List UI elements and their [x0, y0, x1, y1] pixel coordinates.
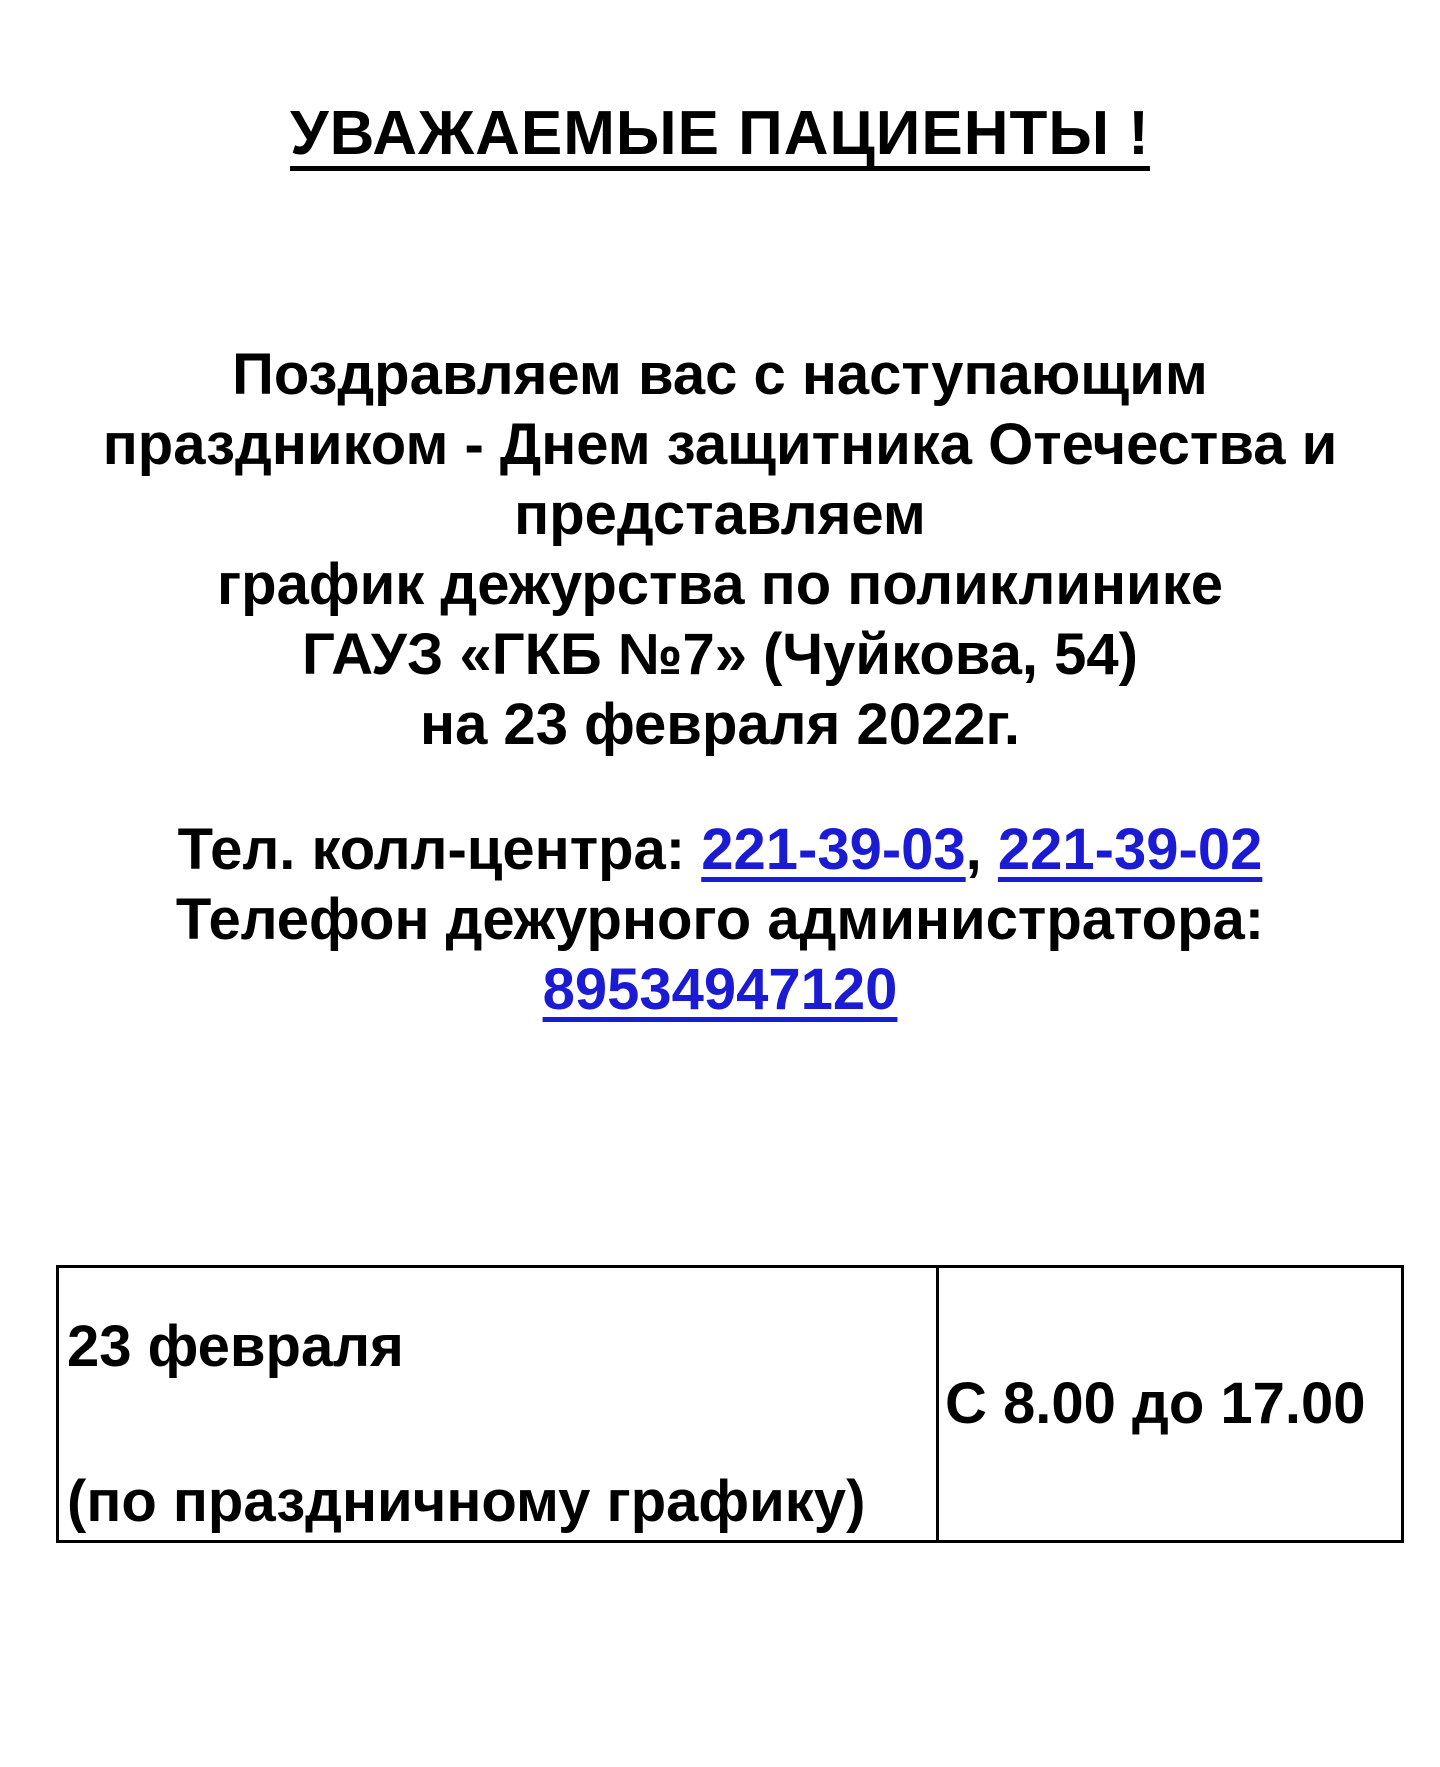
phone-separator: ,	[965, 817, 998, 882]
admin-phone-line	[0, 955, 1440, 1025]
announcement-document	[0, 96, 1440, 1767]
contacts-block	[0, 815, 1440, 1025]
schedule-hours-cell	[938, 1267, 1403, 1542]
schedule-date-cell	[58, 1267, 938, 1542]
call-center-phone-link-1[interactable]: 221-39-03	[701, 817, 966, 882]
body-line: ГАУЗ «ГКБ №7» (Чуйкова, 54)	[302, 622, 1138, 687]
schedule-note: (по праздничному графику)	[67, 1469, 866, 1534]
schedule-table	[56, 1265, 1404, 1543]
body-line: представляем	[514, 482, 926, 547]
body-line: на 23 февраля 2022г.	[420, 692, 1020, 757]
call-center-phone-link-2[interactable]: 221-39-02	[997, 817, 1263, 882]
call-center-label: Тел. колл-центра:	[177, 817, 702, 882]
announcement-body	[0, 340, 1440, 760]
admin-phone-link[interactable]: 89534947120	[542, 957, 898, 1022]
table-row	[58, 1267, 1403, 1542]
body-line: график дежурства по поликлинике	[217, 552, 1223, 617]
page-title: УВАЖАЕМЫЕ ПАЦИЕНТЫ !	[290, 99, 1150, 168]
body-line: праздником - Днем защитника Отечества и	[102, 412, 1338, 477]
admin-phone-label: Телефон дежурного администратора:	[175, 887, 1265, 952]
schedule-date: 23 февраля	[67, 1314, 404, 1379]
body-line: Поздравляем вас с наступающим	[232, 342, 1208, 407]
call-center-line	[0, 815, 1440, 885]
schedule-hours: С 8.00 до 17.00	[945, 1371, 1366, 1436]
